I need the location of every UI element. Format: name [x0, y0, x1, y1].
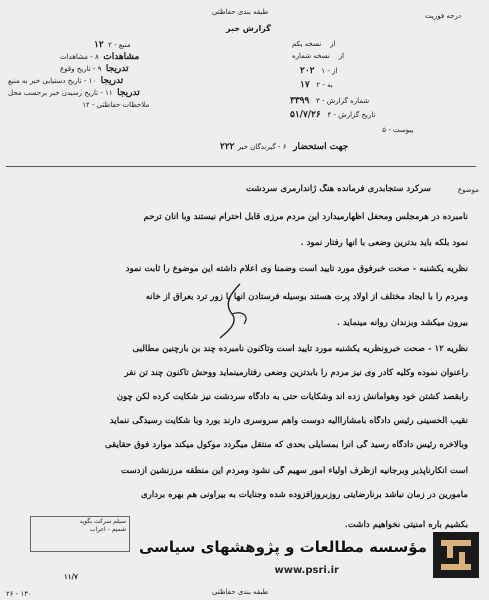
- form-left-label: ۱۱ - تاریخ رسیدن خبر برحسب محل: [8, 89, 113, 97]
- form-right-row: [300, 80, 333, 90]
- form-left-value: تدریجا: [100, 76, 124, 86]
- signature: ۱۱/۷: [64, 572, 78, 581]
- form-right-label: نسخه یکم: [292, 40, 322, 48]
- form-left-label: ۲ - منبع: [108, 41, 131, 49]
- form-right-value: ۲۲۲ جهت استحضار: [220, 142, 349, 152]
- form-right-value: ۲۰۲: [300, 66, 315, 76]
- stamp-line: شمیم - اعراب: [89, 526, 126, 533]
- body-line: نامبرده در هرمجلس ومحفل اظهارمیدارد این مردم مرزی قابل احترام نیستند وبا آنان ترحم: [143, 212, 468, 222]
- form-left-value: تدریجا: [117, 88, 140, 98]
- stamp-line: سیلم سرکت بگوید: [79, 518, 126, 525]
- body-line: راعنوان نموده وکلیه کادر وی نیز مردم را بابدترین وضعی رفتارمینماید ووحش تاکنون چند تن نفر: [124, 368, 468, 378]
- body-line: نقیب الحسینی رئیس دادگاه بامشاراالیه دوست واهم سروسری دارند بورد وبا شکایت رسیدگی ننماید: [109, 416, 468, 426]
- form-right-label: ۲ - به: [316, 81, 333, 89]
- handwritten-mark: [210, 282, 270, 342]
- form-right-value: ۳۳۹۹: [290, 96, 310, 106]
- form-right-row: [290, 96, 369, 106]
- form-left-label: ۱۲ - ملاحظات حفاظتی: [82, 101, 150, 109]
- form-left-row: [94, 40, 131, 50]
- form-right-value: ۵۱/۷/۲۶: [290, 110, 321, 120]
- subject-label: موضوع: [457, 186, 479, 194]
- form-right-label: ۵ - پیوست: [382, 126, 414, 134]
- form-right-label: ۳ - شماره گزارش: [316, 97, 370, 105]
- form-right-value: از: [338, 52, 345, 60]
- form-right-row: [292, 52, 344, 60]
- form-code-top: [6, 4, 8, 12]
- form-right-label: ۶ - گیرندگان خبر: [237, 143, 287, 151]
- form-left-row: [80, 100, 149, 110]
- body-line: بکشیم باره امنیتی نخواهیم داشت.: [344, 520, 468, 530]
- body-line: نظریه یکشنبه - صحت خبرفوق مورد تایید است وضمنا وی اعلام داشته این موضوع را ثابت نمود: [125, 264, 468, 274]
- body-line: وبالاخره رئیس دادگاه رسید گی آنرا بمسایلی بحدی که منتقل میگردد موکول میکند موارد فوق حقایقی: [104, 440, 468, 450]
- form-left-value: ۱۲: [94, 40, 104, 50]
- body-line: بیرون میکشد وبزندان روانه مینماید .: [336, 318, 468, 328]
- form-left-value: تدریجا: [105, 64, 129, 74]
- dept-top: طبقه بندی حفاظتی: [212, 8, 269, 16]
- body-line: نظریه ۱۲ - صحت خبرونظریه یکشنبه مورد تایید است وتاکنون نامبرده چند بن بارچنین مطالبی: [132, 344, 468, 354]
- form-left-label: ۸ - مشاهدات: [60, 53, 99, 61]
- header-divider: [6, 166, 476, 167]
- subject-text: سرکرد ستجابدری فرمانده هنگ ژاندارمری سردشت: [245, 184, 431, 194]
- form-left-row: [60, 64, 129, 74]
- form-right-row: [380, 126, 413, 134]
- form-left-value: مشاهدات: [103, 52, 140, 62]
- form-right-value: ۱۷: [300, 80, 310, 90]
- watermark-org-name: مؤسسه مطالعات و پژوهشهای سیاسی: [138, 538, 427, 556]
- form-left-row: [8, 88, 140, 98]
- body-line: مامورین در زمان نباشد برنارضایتی روزبروزافزوده شده وجنایات به بیراونی هم بهره برداری: [140, 490, 468, 500]
- watermark-url: www.psri.ir: [274, 565, 339, 576]
- psri-logo-icon: [433, 532, 479, 578]
- dept-bottom: طبقه بندی حفاظتی: [212, 588, 269, 596]
- form-left-row: [8, 76, 123, 86]
- form-right-row: [290, 110, 375, 120]
- classification-label: درجه فوریت: [425, 12, 461, 20]
- form-right-label: ۴ - تاریخ گزارش: [327, 111, 376, 119]
- form-left-label: ۹ - تاریخ وقوع: [60, 65, 102, 73]
- body-line: رابقصد کشتن خود وهوامانش زده اند وشکایات حتی به دادگاه سردشت نیز شکایت کرده لکن چون: [116, 392, 468, 402]
- form-right-row: [292, 40, 335, 48]
- body-line: نمود بلکه باید بدترین وضعی با آنها رفتار نمود .: [300, 238, 468, 248]
- form-right-label: ۱ - از: [321, 67, 338, 75]
- form-code-bottom: ۲۶ - ۱۳۰: [6, 590, 32, 598]
- registration-stamp: [30, 516, 130, 552]
- body-line: است انکارناپذیر وبرجانیه ازظرف اولیاء امور سهیم گی نشود ومردم این منطقه مرزنشین ازدست: [121, 466, 468, 476]
- form-right-label: نسخه شماره: [292, 52, 330, 60]
- form-right-value: از: [330, 40, 336, 48]
- body-line: ومردم را با ایجاد مختلف از اولاد پرت هستند بوسیله فرستادن آنها با زور ترد بعراق از خانه: [145, 292, 468, 302]
- form-right-row: [300, 66, 337, 76]
- form-left-label: ۱۰ - تاریخ دستیابی خبر به منبع: [8, 77, 97, 85]
- form-right-row: [220, 142, 348, 152]
- form-left-row: [60, 52, 139, 62]
- report-title: گزارش خبر: [226, 24, 271, 33]
